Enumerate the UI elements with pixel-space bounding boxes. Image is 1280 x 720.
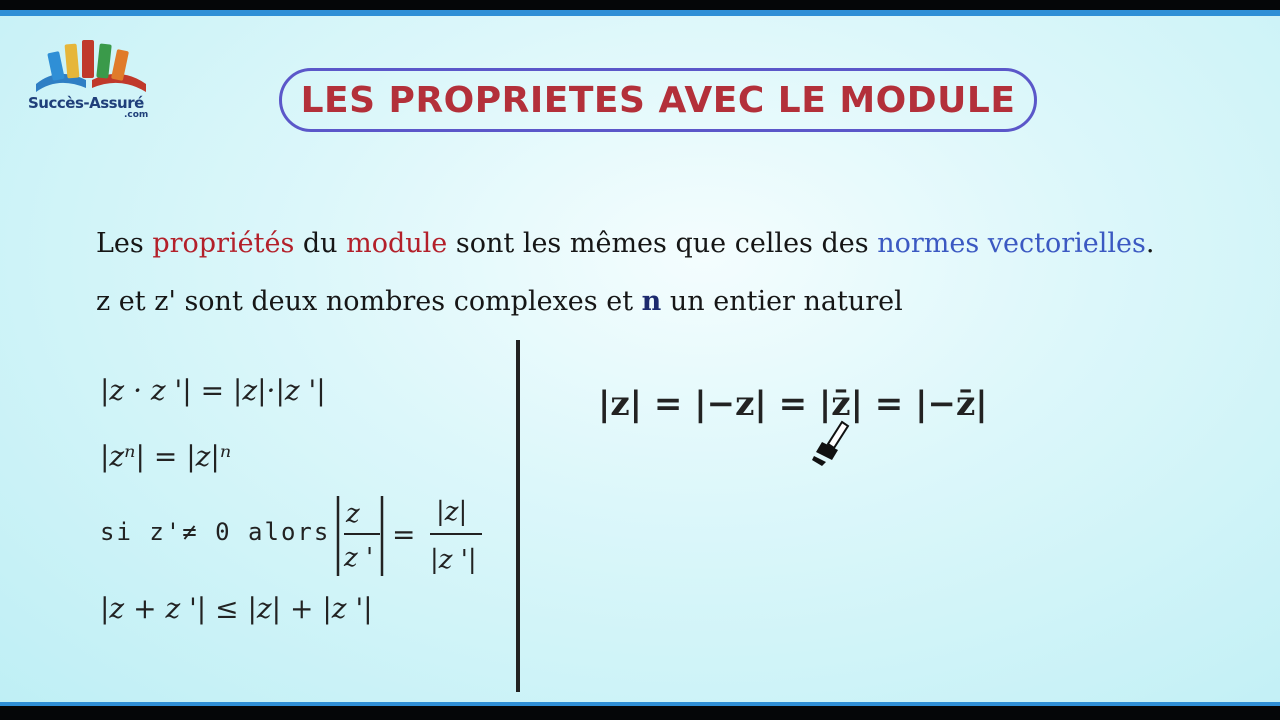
title-box [279, 68, 1037, 132]
formula-quotient [332, 494, 492, 580]
quotient-rhs-num: |z| [436, 497, 468, 527]
quotient-equals: = [392, 518, 416, 551]
intro-text: Les [96, 228, 153, 259]
intro-text: sont les mêmes que celles des [447, 228, 878, 259]
highlight-n: n [641, 286, 662, 317]
intro-text: z et z' sont deux nombres complexes et [96, 286, 642, 317]
formula-triangle-inequality: |z + z '| ≤ |z| + |z '| [100, 592, 373, 625]
highlight-proprietes: propriétés [152, 228, 295, 259]
formula-product: |z · z '| = |z|·|z '| [100, 374, 326, 407]
logo-name: Succès-Assuré [28, 94, 144, 112]
formula-quotient-condition: si z'≠ 0 alors [100, 518, 331, 546]
intro-text: un entier naturel [661, 286, 903, 317]
intro-text: du [294, 228, 347, 259]
page-title: LES PROPRIETES AVEC LE MODULE [300, 79, 1016, 121]
intro-line-2 [96, 286, 903, 317]
pen-hand-cursor-icon [812, 420, 856, 468]
quotient-lhs-den: z ' [344, 543, 374, 573]
highlight-module: module [346, 228, 448, 259]
formula-modulus-equalities: |z| = |−z| = |z̄| = |−z̄| [598, 384, 988, 424]
logo-domain: .com [124, 110, 149, 120]
intro-line-1 [96, 228, 1154, 259]
book-stack-icon [28, 36, 158, 96]
intro-text: . [1145, 228, 1155, 259]
bottom-border [0, 706, 1280, 720]
vertical-divider [516, 340, 520, 692]
quotient-rhs-den: |z '| [430, 545, 477, 575]
logo [28, 36, 158, 126]
highlight-normes: normes vectorielles [877, 228, 1146, 259]
quotient-lhs-num: z [346, 499, 360, 529]
formula-power: |zⁿ| = |z|ⁿ [100, 440, 232, 473]
